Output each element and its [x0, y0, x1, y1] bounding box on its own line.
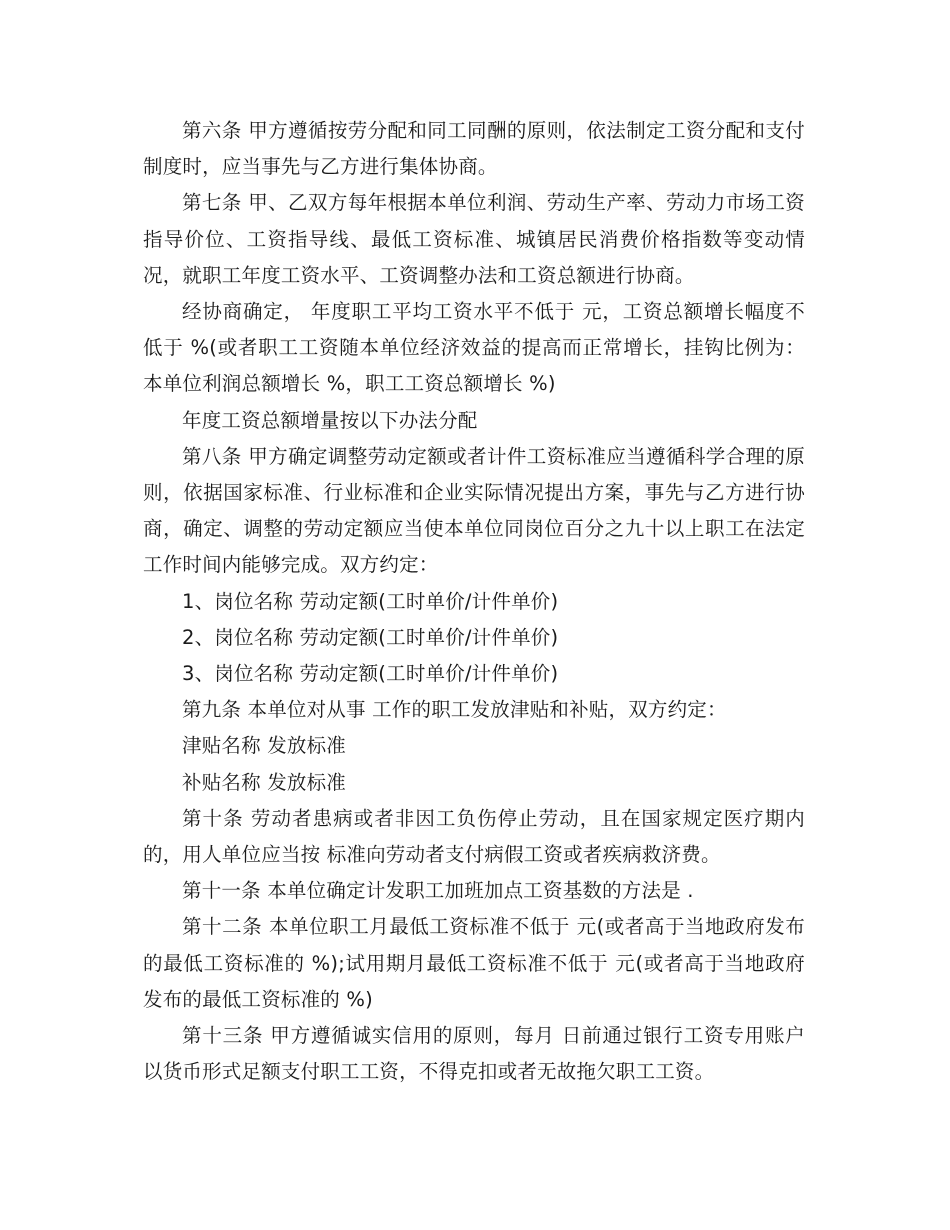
article-11-paragraph: 第十一条 本单位确定计发职工加班加点工资基数的方法是 .	[182, 879, 694, 903]
allowance-line: 津贴名称 发放标准	[182, 734, 346, 758]
article-7-paragraph: 第七条 甲、乙双方每年根据本单位利润、劳动生产率、劳动力市场工资指导价位、工资指导线、最低工资标准、城镇居民消费价格指数等变动情况，就职工年度工资水平、工资调整办法和工资总额进行协商。	[143, 191, 805, 287]
post-quota-item-3: 3、岗位名称 劳动定额(工时单价/计件单价)	[182, 662, 559, 686]
post-quota-item-1: 1、岗位名称 劳动定额(工时单价/计件单价)	[182, 589, 559, 613]
document-body	[143, 113, 805, 1090]
article-8-paragraph: 第八条 甲方确定调整劳动定额或者计件工资标准应当遵循科学合理的原则，依据国家标准、行业标准和企业实际情况提出方案，事先与乙方进行协商，确定、调整的劳动定额应当使本单位同岗位百分之九十以上职工在法定工作时间内能够完成。双方约定：	[143, 444, 805, 577]
article-10-paragraph: 第十条 劳动者患病或者非因工负伤停止劳动，且在国家规定医疗期内的，用人单位应当按 标准向劳动者支付病假工资或者疾病救济费。	[143, 806, 805, 867]
article-12-paragraph: 第十二条 本单位职工月最低工资标准不低于 元(或者高于当地政府发布的最低工资标准的 %);试用期月最低工资标准不低于 元(或者高于当地政府发布的最低工资标准的 %)	[143, 915, 805, 1011]
subsidy-line: 补贴名称 发放标准	[182, 770, 346, 794]
article-6-paragraph: 第六条 甲方遵循按劳分配和同工同酬的原则，依法制定工资分配和支付制度时，应当事先与乙方进行集体协商。	[143, 119, 805, 179]
post-quota-item-2: 2、岗位名称 劳动定额(工时单价/计件单价)	[182, 625, 559, 649]
wage-increment-paragraph: 年度工资总额增量按以下办法分配	[182, 408, 478, 432]
wage-level-paragraph: 经协商确定， 年度职工平均工资水平不低于 元，工资总额增长幅度不低于 %(或者职工工资随本单位经济效益的提高而正常增长，挂钩比例为：本单位利润总额增长 %，职工工资总额增长 %)	[143, 300, 805, 396]
article-9-paragraph: 第九条 本单位对从事 工作的职工发放津贴和补贴，双方约定：	[182, 698, 727, 722]
article-13-paragraph: 第十三条 甲方遵循诚实信用的原则，每月 日前通过银行工资专用账户以货币形式足额支付职工工资，不得克扣或者无故拖欠职工工资。	[143, 1024, 805, 1084]
